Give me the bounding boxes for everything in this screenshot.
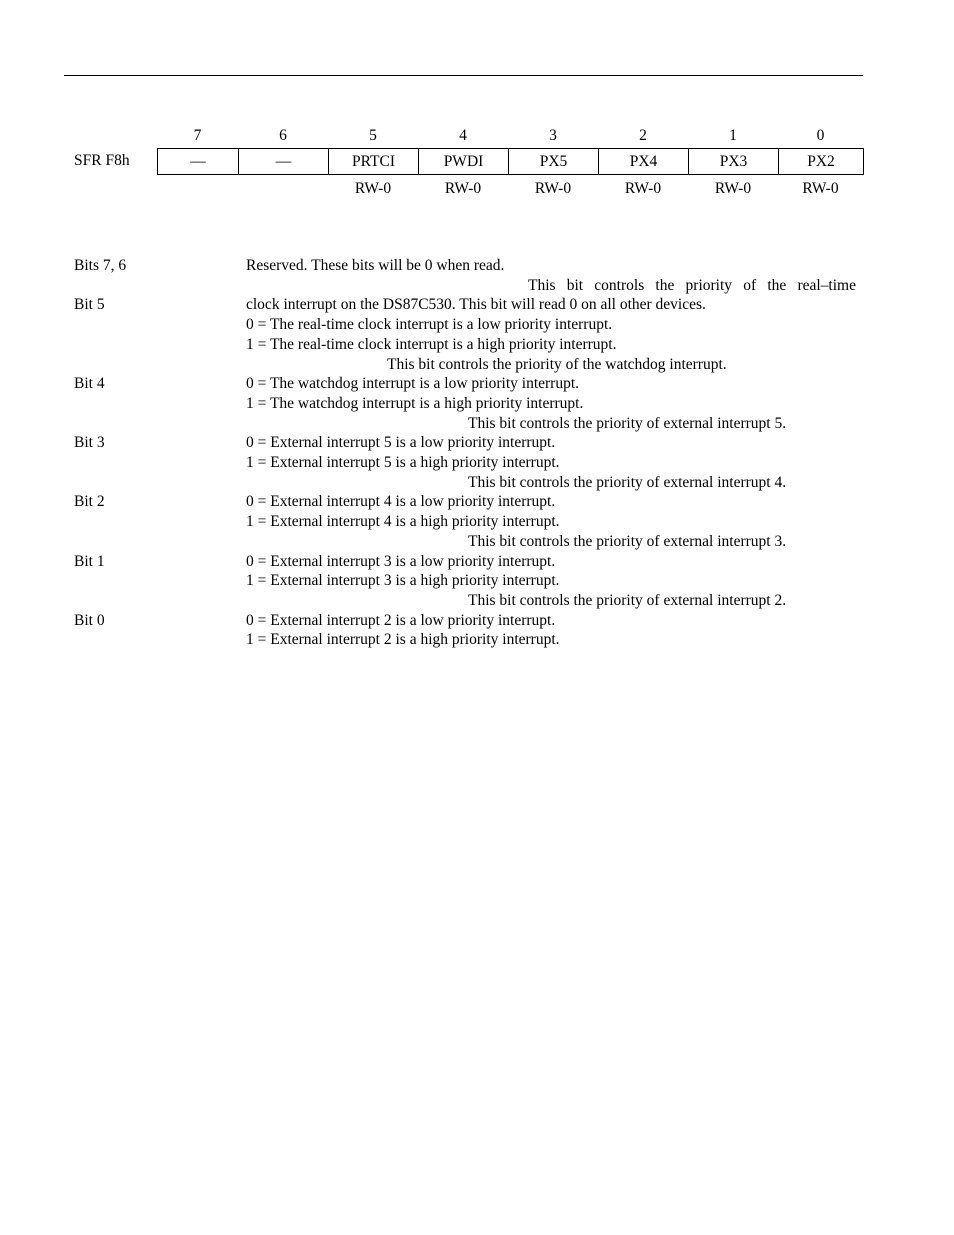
bit-0-one: 1 = External interrupt 2 is a high priority interrupt. xyxy=(246,631,560,649)
bit-cell-0: PX2 xyxy=(779,149,864,175)
sfr-address-label: SFR F8h xyxy=(74,152,130,169)
bit-number: 6 xyxy=(279,127,287,144)
bit-5-intro: This bit controls the priority of the real–time xyxy=(528,276,856,294)
bit-0-intro: This bit controls the priority of external interrupt 2. xyxy=(468,591,787,609)
bit-5-intro-cont: clock interrupt on the DS87C530. This bit will read 0 on all other devices. xyxy=(246,296,706,314)
bit-cell-4: PWDI xyxy=(419,149,509,175)
bits-7-6-label: Bits 7, 6 xyxy=(74,257,127,274)
bit-3-zero: 0 = External interrupt 5 is a low priority interrupt. xyxy=(246,434,556,452)
bit-1-label: Bit 1 xyxy=(74,552,105,570)
bit-cell-2: PX4 xyxy=(599,149,689,175)
bit-number: 3 xyxy=(549,127,557,144)
bit-3-label: Bit 3 xyxy=(74,434,105,452)
header-rule xyxy=(64,75,863,76)
bit-3-intro: This bit controls the priority of external interrupt 5. xyxy=(468,414,787,432)
bit-number: 2 xyxy=(639,127,647,144)
bit-number: 0 xyxy=(816,127,825,144)
bit-number: 1 xyxy=(729,127,737,144)
bit-cell-7: — xyxy=(158,149,239,175)
bit-4-intro: This bit controls the priority of the watchdog interrupt. xyxy=(387,355,727,373)
bit-number-row xyxy=(0,126,954,146)
access-label: RW-0 xyxy=(444,180,482,197)
bit-1-zero: 0 = External interrupt 3 is a low priority interrupt. xyxy=(246,552,556,570)
bit-4-one: 1 = The watchdog interrupt is a high priority interrupt. xyxy=(246,394,584,412)
bit-0-zero: 0 = External interrupt 2 is a low priority interrupt. xyxy=(246,611,556,629)
bit-0-label: Bit 0 xyxy=(74,611,105,629)
bit-3-one: 1 = External interrupt 5 is a high priority interrupt. xyxy=(246,454,560,471)
access-label: RW-0 xyxy=(624,180,662,197)
bits-7-6-text: Reserved. These bits will be 0 when read. xyxy=(246,257,505,274)
bit-1-intro: This bit controls the priority of external interrupt 3. xyxy=(468,532,787,550)
bit-2-intro: This bit controls the priority of external interrupt 4. xyxy=(468,473,787,491)
register-bit-table xyxy=(157,148,864,175)
access-label: RW-0 xyxy=(534,180,572,197)
bit-2-zero: 0 = External interrupt 4 is a low priority interrupt. xyxy=(246,493,556,511)
bit-cell-3: PX5 xyxy=(509,149,599,175)
register-bit-row xyxy=(158,149,864,175)
access-label: RW-0 xyxy=(354,180,392,197)
bit-5-zero: 0 = The real-time clock interrupt is a low priority interrupt. xyxy=(246,316,613,334)
access-label: RW-0 xyxy=(714,180,752,197)
bit-4-zero: 0 = The watchdog interrupt is a low priority interrupt. xyxy=(246,375,580,393)
bit-number: 7 xyxy=(193,127,202,144)
bit-5-label: Bit 5 xyxy=(74,296,105,314)
bit-5-one: 1 = The real-time clock interrupt is a high priority interrupt. xyxy=(246,335,617,353)
bit-cell-6: — xyxy=(239,149,329,175)
bit-1-one: 1 = External interrupt 3 is a high priority interrupt. xyxy=(246,572,560,590)
bit-cell-5: PRTCI xyxy=(329,149,419,175)
bit-2-one: 1 = External interrupt 4 is a high priority interrupt. xyxy=(246,513,560,531)
bit-4-label: Bit 4 xyxy=(74,375,105,393)
bit-cell-1: PX3 xyxy=(689,149,779,175)
bit-2-label: Bit 2 xyxy=(74,493,105,511)
bit-number: 5 xyxy=(369,127,377,144)
access-label: RW-0 xyxy=(802,180,839,197)
bit-number: 4 xyxy=(459,127,467,144)
access-row xyxy=(0,179,954,199)
